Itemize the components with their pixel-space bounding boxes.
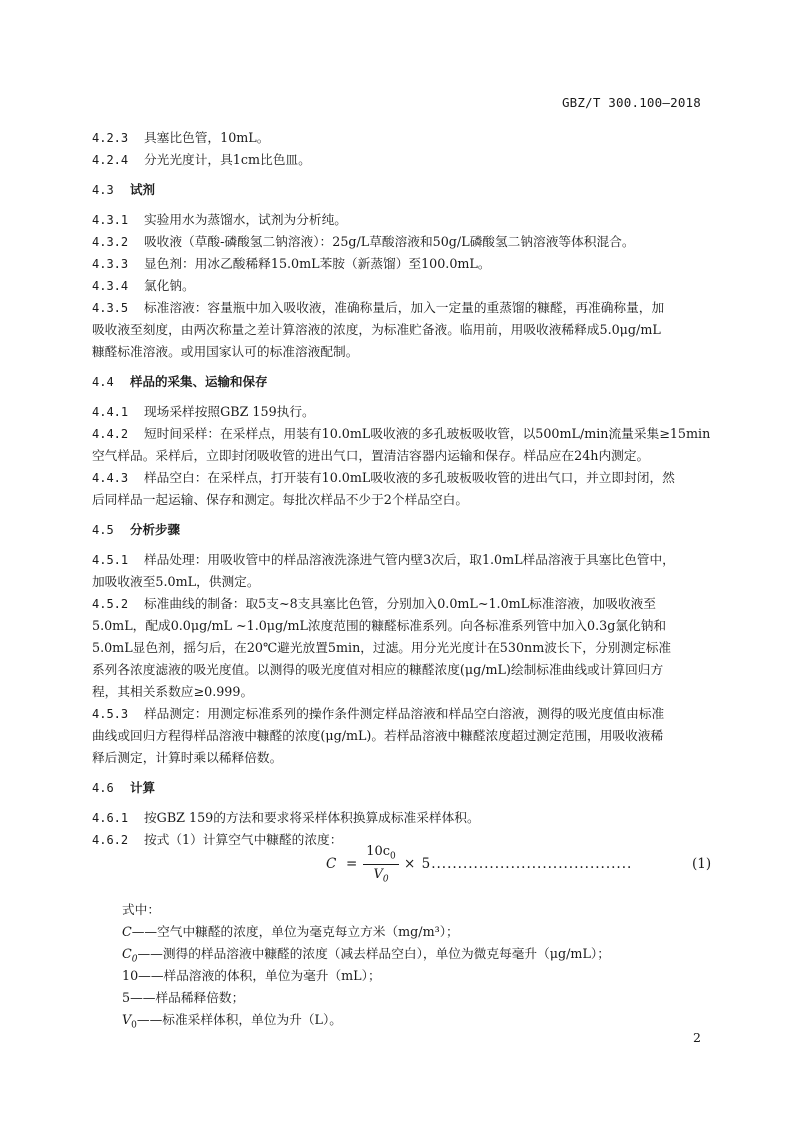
formula-tail	[404, 856, 632, 872]
clause-4-5-2	[92, 596, 716, 612]
section-number: 4.5	[92, 523, 114, 537]
clause-number: 4.6.1	[92, 811, 129, 825]
clause-text: 5.0mL显色剂，摇匀后，在20℃避光放置5min，过滤。用分光光度计在530nm波长下，分别测定标准	[92, 640, 672, 655]
clause-text: 程，其相关系数应≥0.999。	[92, 684, 254, 699]
formula-1	[0, 844, 793, 884]
clause-4-3-4	[92, 278, 716, 294]
clause-number: 4.3.4	[92, 279, 129, 293]
where-item-c	[122, 924, 716, 946]
clause-continuation	[92, 322, 716, 338]
clause-number: 4.3.1	[92, 213, 129, 227]
clause-continuation	[92, 574, 716, 590]
variable-symbol: 10	[122, 968, 139, 983]
page-number: 2	[693, 1030, 701, 1045]
standard-code-header: GBZ/T 300.100—2018	[561, 95, 701, 110]
clause-text: 释后测定，计算时乘以稀释倍数。	[92, 750, 283, 765]
clause-text: 加吸收液至5.0mL，供测定。	[92, 574, 260, 589]
clause-number: 4.4.2	[92, 427, 129, 441]
clause-4-5-1	[92, 552, 716, 568]
clause-4-4-1	[92, 404, 716, 420]
definition-text: 样品溶液的体积，单位为毫升（mL）；	[163, 968, 381, 983]
clause-number: 4.4.3	[92, 471, 129, 485]
clause-continuation	[92, 684, 716, 700]
clause-text: 空气样品。采样后，立即封闭吸收管的进出气口，置清洁容器内运输和保存。样品应在24h内测定。	[92, 448, 650, 463]
clause-number: 4.5.1	[92, 553, 129, 567]
clause-number: 4.5.3	[92, 707, 129, 721]
formula-multiplier: × 5	[404, 856, 432, 872]
section-heading-4-4	[92, 374, 716, 390]
clause-continuation	[92, 750, 716, 766]
definition-dash: ——	[137, 946, 163, 961]
clause-continuation	[92, 662, 716, 678]
clause-text: 氯化钠。	[144, 278, 195, 293]
clause-4-3-1	[92, 212, 716, 228]
numerator-text: 10c	[366, 844, 391, 859]
clause-text: 后同样品一起运输、保存和测定。每批次样品不少于2个样品空白。	[92, 492, 469, 507]
clause-4-2-4	[92, 152, 716, 168]
section-title: 计算	[130, 780, 156, 795]
clause-continuation	[92, 640, 716, 656]
variable-symbol: 5	[122, 990, 131, 1005]
denominator-text: V	[373, 866, 383, 882]
definition-text: 标准采样体积，单位为升（L）。	[162, 1012, 342, 1027]
clause-continuation	[92, 344, 716, 360]
clause-number: 4.5.2	[92, 597, 129, 611]
definition-text: 样品稀释倍数；	[155, 990, 245, 1005]
clause-text: 曲线或回归方程得样品溶液中糠醛的浓度(μg/mL)。若样品溶液中糠醛浓度超过测定范围，用吸收液稀	[92, 728, 664, 743]
clause-text: 按式（1）计算空气中糠醛的浓度：	[144, 832, 343, 847]
clause-number: 4.3.5	[92, 301, 129, 315]
clause-continuation	[92, 448, 716, 464]
clause-number: 4.2.4	[92, 153, 129, 167]
clause-number: 4.3.3	[92, 257, 129, 271]
clause-text: 糠醛标准溶液。或用国家认可的标准溶液配制。	[92, 344, 359, 359]
section-number: 4.6	[92, 781, 114, 795]
section-title: 试剂	[130, 182, 156, 197]
clause-text: 标准溶液：容量瓶中加入吸收液，准确称量后，加入一定量的重蒸馏的糠醛，再准确称量，加	[144, 300, 665, 315]
clause-4-2-3	[92, 130, 716, 146]
clause-continuation	[92, 728, 716, 744]
clause-number: 4.6.2	[92, 833, 129, 847]
variable-subscript: 0	[131, 1020, 137, 1031]
clause-4-3-5	[92, 300, 716, 316]
clause-4-4-3	[92, 470, 716, 486]
definition-dash: ——	[131, 924, 158, 939]
definition-dash: ——	[136, 1012, 163, 1027]
section-title: 样品的采集、运输和保存	[130, 374, 268, 389]
formula-numerator	[363, 844, 399, 862]
formula-fraction	[363, 844, 399, 884]
formula-equals: =	[346, 856, 358, 872]
clause-text: 系列各浓度滤液的吸光度值。以测得的吸光度值对相应的糠醛浓度(μg/mL)绘制标准曲线或计算回归方	[92, 662, 664, 677]
where-item-c0	[122, 946, 716, 968]
section-number: 4.3	[92, 183, 114, 197]
clause-number: 4.4.1	[92, 405, 129, 419]
variable-symbol: C	[122, 924, 132, 939]
numerator-subscript: 0	[390, 851, 396, 862]
where-item-10	[122, 968, 716, 990]
where-item-v0	[122, 1012, 716, 1034]
clause-text: 样品处理：用吸收管中的样品溶液洗涤进气管内壁3次后，取1.0mL样品溶液于具塞比色管中，	[144, 552, 675, 567]
clause-text: 吸收液至刻度，由两次称量之差计算溶液的浓度，为标准贮备液。临用前，用吸收液稀释成5.0μg/mL	[92, 322, 661, 337]
where-intro: 式中：	[122, 902, 161, 917]
section-number: 4.4	[92, 375, 114, 389]
clause-4-5-3	[92, 706, 716, 722]
clause-4-3-2	[92, 234, 716, 250]
formula-denominator	[363, 867, 399, 885]
clause-text: 显色剂：用冰乙酸稀释15.0mL苯胺（新蒸馏）至100.0mL。	[144, 256, 491, 271]
clause-text: 实验用水为蒸馏水，试剂为分析纯。	[144, 212, 347, 227]
variable-subscript: 0	[131, 954, 138, 965]
section-heading-4-6	[92, 780, 716, 796]
section-heading-4-3	[92, 182, 716, 198]
formula-leader-dots: ......................................	[431, 856, 633, 872]
where-item-5	[122, 990, 716, 1012]
formula-lhs: C	[326, 856, 337, 872]
clause-text: 5.0mL，配成0.0μg/mL ~1.0μg/mL浓度范围的糠醛标准系列。向各标准系列管中加入0.3g氯化钠和	[92, 618, 667, 633]
section-heading-4-5	[92, 522, 716, 538]
denominator-subscript: 0	[382, 874, 389, 885]
clause-text: 短时间采样：在采样点，用装有10.0mL吸收液的多孔玻板吸收管，以500mL/min流量采集≥15min	[144, 426, 711, 441]
clause-number: 4.3.2	[92, 235, 129, 249]
clause-text: 现场采样按照GBZ 159执行。	[144, 404, 315, 419]
definition-text: 空气中糠醛的浓度，单位为毫克每立方米（mg/m³）；	[157, 924, 459, 939]
clause-text: 样品空白：在采样点，打开装有10.0mL吸收液的多孔玻板吸收管的进出气口，并立即封闭，然	[144, 470, 675, 485]
definition-dash: ——	[130, 990, 156, 1005]
clause-text: 分光光度计，具1cm比色皿。	[144, 152, 311, 167]
formula-number: (1)	[692, 856, 712, 872]
fraction-bar	[363, 864, 399, 865]
variable-symbol: V	[122, 1012, 132, 1027]
clause-4-3-3	[92, 256, 716, 272]
clause-number: 4.2.3	[92, 131, 129, 145]
section-title: 分析步骤	[130, 522, 181, 537]
clause-continuation	[92, 618, 716, 634]
clause-text: 样品测定：用测定标准系列的操作条件测定样品溶液和样品空白溶液，测得的吸光度值由标准	[144, 706, 665, 721]
clause-4-6-1	[92, 810, 716, 826]
clause-text: 具塞比色管，10mL。	[144, 130, 270, 145]
definition-dash: ——	[138, 968, 164, 983]
clause-continuation	[92, 492, 716, 508]
definition-text: 测得的样品溶液中糠醛的浓度（减去样品空白），单位为微克每毫升（μg/mL）；	[162, 946, 610, 961]
clause-text: 标准曲线的制备：取5支~8支具塞比色管，分别加入0.0mL~1.0mL标准溶液，加吸收液至	[144, 596, 656, 611]
clause-4-4-2	[92, 426, 716, 442]
clause-text: 吸收液（草酸-磷酸氢二钠溶液）：25g/L草酸溶液和50g/L磷酸氢二钠溶液等体积混合。	[144, 234, 635, 249]
variable-symbol: C	[122, 946, 132, 961]
clause-text: 按GBZ 159的方法和要求将采样体积换算成标准采样体积。	[144, 810, 480, 825]
